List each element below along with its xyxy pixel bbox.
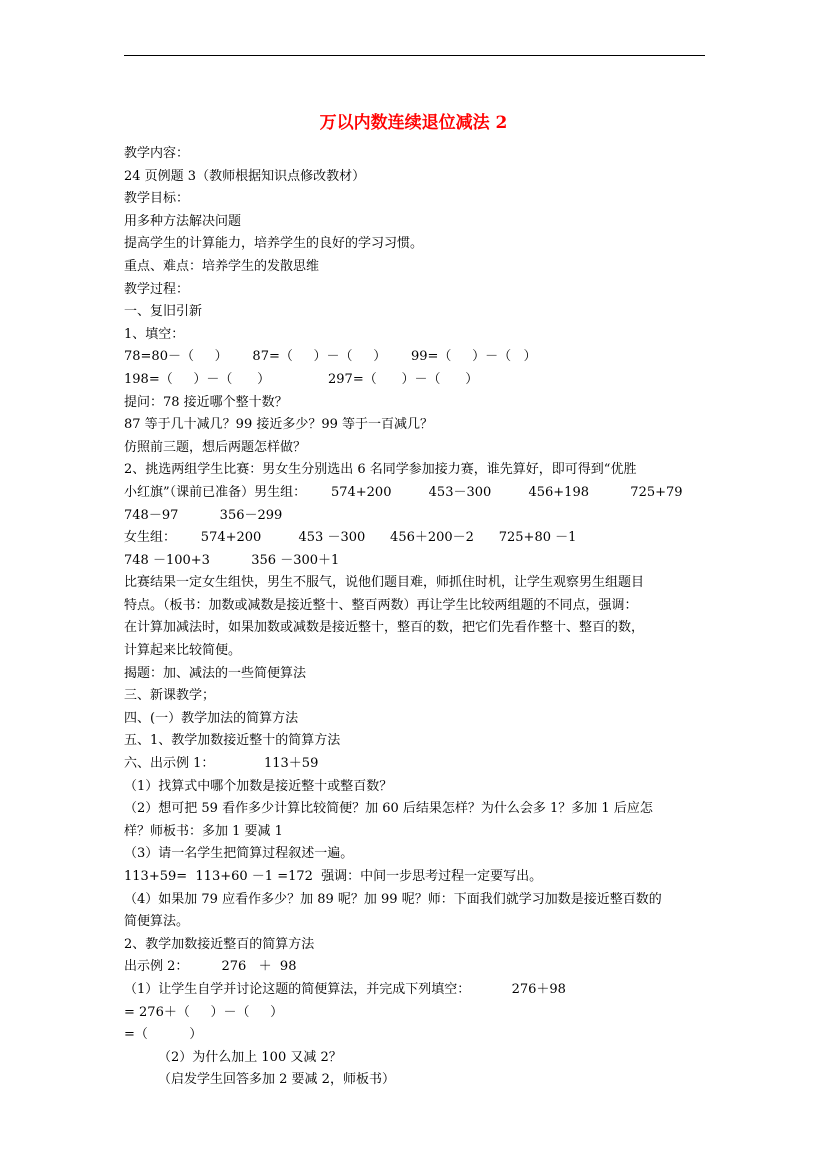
header-rule [124, 55, 705, 56]
text-line: （4）如果加 79 应看作多少？加 89 呢？加 99 呢？师：下面我们就学习加数是接近整百数的 [124, 891, 662, 907]
text-line: 比赛结果一定女生组快，男生不服气，说他们题目难，师抓住时机，让学生观察男生组题目 [124, 575, 645, 591]
text-line: 2、教学加数接近整百的简算方法 [124, 936, 315, 952]
text-line: = 276＋（ ）－（ ） [124, 1004, 284, 1020]
text-line: 87 等于几十减几？99 接近多少？99 等于一百减几？ [124, 417, 434, 433]
text-line: 748－97 356－299 [124, 507, 283, 523]
text-line: 教学过程： [124, 281, 190, 297]
document-body [124, 143, 709, 1092]
text-line: 提高学生的计算能力，培养学生的良好的学习习惯。 [124, 236, 424, 252]
text-line: 113+59= 113+60 －1 =172 强调：中间一步思考过程一定要写出。 [124, 869, 543, 884]
text-line: （1）找算式中哪个加数是接近整十或整百数？ [124, 778, 393, 794]
text-line: 女生组： 574+200 453 －300 456＋200－2 725+80 －1 [124, 530, 577, 546]
text-line: 一、复旧引新 [124, 304, 203, 320]
text-line: 揭题：加、减法的一些简便算法 [124, 665, 307, 681]
text-line: 用多种方法解决问题 [124, 213, 242, 229]
text-line: 教学目标： [124, 191, 190, 207]
text-line: 特点。（板书：加数或减数是接近整十、整百两数）再让学生比较两组题的不同点，强调： [124, 597, 638, 613]
text-line: 教学内容： [124, 146, 190, 161]
text-line: 简便算法。 [124, 914, 190, 930]
text-line: 提问：78 接近哪个整十数？ [124, 394, 288, 410]
text-line: （启发学生回答多加 2 要减 2，师板书） [158, 1072, 395, 1088]
text-line: 2、挑选两组学生比赛：男女生分别选出 6 名同学参加接力赛，谁先算好，即可得到“优胜 [124, 462, 637, 478]
text-line: 198=（ ）－（ ） 297=（ ）－（ ） [124, 371, 479, 387]
text-line: 出示例 2： 276 ＋ 98 [124, 959, 297, 975]
text-line: 六、出示例 1： 113＋59 [124, 756, 319, 772]
text-line: 四、(一）教学加法的简算方法 [124, 710, 299, 726]
text-line: （2）想可把 59 看作多少计算比较简便？加 60 后结果怎样？为什么会多 1？多加 1 后应怎 [124, 801, 653, 817]
text-line: 在计算加减法时，如果加数或减数是接近整十，整百的数，把它们先看作整十、整百的数， [124, 620, 645, 636]
document-title: 万以内数连续退位减法 2 [319, 113, 508, 133]
text-line: 计算起来比较简便。 [124, 643, 242, 659]
text-line: 仿照前三题，想后两题怎样做？ [124, 439, 307, 455]
text-line: 78=80－（ ） 87=（ ）－（ ） 99=（ ）－（ ） [124, 349, 537, 365]
text-line: 样？师板书：多加 1 要减 1 [124, 823, 283, 839]
text-line: （2）为什么加上 100 又减 2？ [158, 1049, 342, 1065]
text-line: 24 页例题 3（教师根据知识点修改教材） [124, 168, 366, 184]
text-line: 五、1、教学加数接近整十的简算方法 [124, 733, 341, 749]
text-line: =（ ） [124, 1027, 203, 1043]
text-line: （3）请一名学生把简算过程叙述一遍。 [124, 846, 354, 862]
text-line: 重点、难点：培养学生的发散思维 [124, 258, 320, 274]
text-line: 748 －100+3 356 －300＋1 [124, 552, 340, 568]
text-line: 1、填空： [124, 326, 185, 342]
text-line: 三、新课教学； [124, 688, 216, 704]
text-line: 小红旗”（课前已准备）男生组： 574+200 453－300 456+198 725+79 [124, 484, 683, 500]
text-line: （1）让学生自学并讨论这题的简便算法，并完成下列填空： 276＋98 [124, 981, 566, 997]
